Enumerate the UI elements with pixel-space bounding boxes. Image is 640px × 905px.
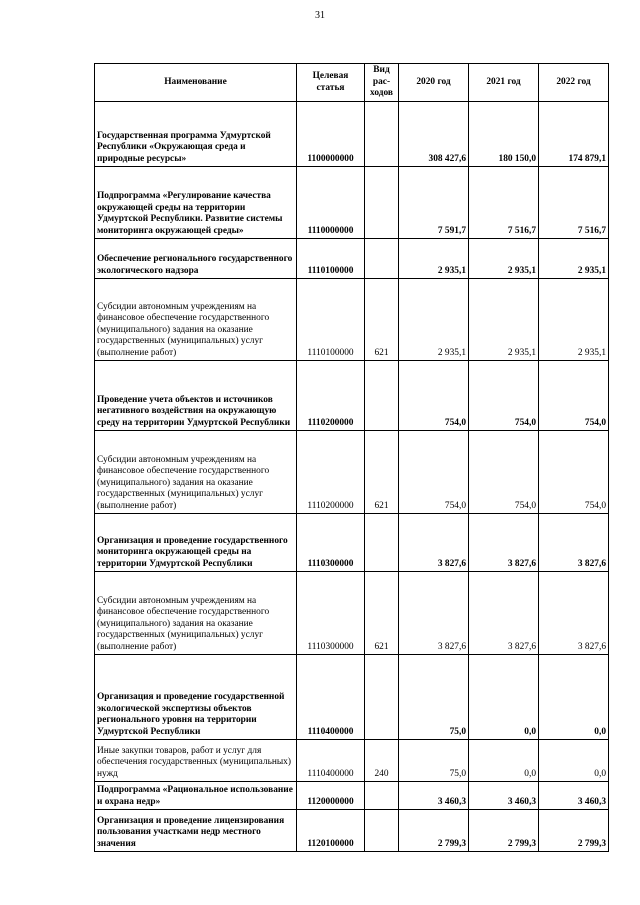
- row-2020: 308 427,6: [399, 102, 469, 167]
- row-name: Организация и проведение государственного мониторинга окружающей среды на территории Удмуртской Республики: [95, 514, 297, 572]
- row-target-code: 1120000000: [297, 782, 365, 810]
- row-2020: 75,0: [399, 655, 469, 740]
- row-target-code: 1110400000: [297, 655, 365, 740]
- table-row: [95, 167, 609, 239]
- row-target-code: 1110400000: [297, 740, 365, 782]
- row-expense-type: [365, 239, 399, 279]
- row-2022: 2 935,1: [539, 239, 609, 279]
- table-header-row: [95, 64, 609, 102]
- row-2021: 3 827,6: [469, 514, 539, 572]
- row-target-code: 1110300000: [297, 572, 365, 655]
- row-2022: 2 935,1: [539, 279, 609, 361]
- row-2020: 3 460,3: [399, 782, 469, 810]
- page-number: 31: [315, 10, 325, 21]
- row-2020: 75,0: [399, 740, 469, 782]
- row-2022: 3 827,6: [539, 572, 609, 655]
- row-2020: 2 935,1: [399, 279, 469, 361]
- row-name: Субсидии автономным учреждениям на финансовое обеспечение государственного (муниципального) задания на оказание государственных (муниципальных) услуг (выполнение работ): [95, 279, 297, 361]
- row-expense-type: [365, 167, 399, 239]
- row-2020: 7 591,7: [399, 167, 469, 239]
- row-target-code: 1110100000: [297, 279, 365, 361]
- table-row: [95, 361, 609, 431]
- row-expense-type: 240: [365, 740, 399, 782]
- row-2022: 7 516,7: [539, 167, 609, 239]
- row-2020: 3 827,6: [399, 572, 469, 655]
- row-2022: 3 827,6: [539, 514, 609, 572]
- row-2021: 754,0: [469, 431, 539, 514]
- header-2022: 2022 год: [539, 64, 609, 102]
- row-2020: 2 799,3: [399, 810, 469, 852]
- row-2021: 2 935,1: [469, 239, 539, 279]
- row-expense-type: [365, 655, 399, 740]
- table-row: [95, 572, 609, 655]
- row-name: Субсидии автономным учреждениям на финансовое обеспечение государственного (муниципального) задания на оказание государственных (муниципальных) услуг (выполнение работ): [95, 572, 297, 655]
- row-2020: 2 935,1: [399, 239, 469, 279]
- row-expense-type: [365, 782, 399, 810]
- header-expense-type: Вид рас-ходов: [365, 64, 399, 102]
- row-target-code: 1110300000: [297, 514, 365, 572]
- row-target-code: 1100000000: [297, 102, 365, 167]
- row-expense-type: [365, 810, 399, 852]
- row-target-code: 1110100000: [297, 239, 365, 279]
- row-2020: 754,0: [399, 361, 469, 431]
- budget-table: [94, 63, 609, 852]
- row-2021: 2 935,1: [469, 279, 539, 361]
- row-2021: 7 516,7: [469, 167, 539, 239]
- row-2021: 0,0: [469, 655, 539, 740]
- row-2021: 0,0: [469, 740, 539, 782]
- table-row: [95, 782, 609, 810]
- row-name: Государственная программа Удмуртской Республики «Окружающая среда и природные ресурсы»: [95, 102, 297, 167]
- row-target-code: 1110200000: [297, 431, 365, 514]
- row-expense-type: [365, 361, 399, 431]
- header-2020: 2020 год: [399, 64, 469, 102]
- row-2022: 3 460,3: [539, 782, 609, 810]
- row-name: Подпрограмма «Рациональное использование и охрана недр»: [95, 782, 297, 810]
- row-2021: 2 799,3: [469, 810, 539, 852]
- row-2022: 2 799,3: [539, 810, 609, 852]
- row-name: Иные закупки товаров, работ и услуг для обеспечения государственных (муниципальных) нужд: [95, 740, 297, 782]
- row-name: Обеспечение регионального государственного экологического надзора: [95, 239, 297, 279]
- row-name: Подпрограмма «Регулирование качества окружающей среды на территории Удмуртской Республики. Развитие системы мониторинга окружающей среды»: [95, 167, 297, 239]
- row-expense-type: 621: [365, 572, 399, 655]
- row-2021: 180 150,0: [469, 102, 539, 167]
- row-2020: 3 827,6: [399, 514, 469, 572]
- row-2022: 174 879,1: [539, 102, 609, 167]
- row-target-code: 1110200000: [297, 361, 365, 431]
- header-2021: 2021 год: [469, 64, 539, 102]
- row-name: Организация и проведение лицензирования пользования участками недр местного значения: [95, 810, 297, 852]
- header-target-article: Целевая статья: [297, 64, 365, 102]
- row-name: Субсидии автономным учреждениям на финансовое обеспечение государственного (муниципального) задания на оказание государственных (муниципальных) услуг (выполнение работ): [95, 431, 297, 514]
- table-row: [95, 810, 609, 852]
- row-2022: 0,0: [539, 740, 609, 782]
- row-target-code: 1120100000: [297, 810, 365, 852]
- row-target-code: 1110000000: [297, 167, 365, 239]
- row-2021: 754,0: [469, 361, 539, 431]
- table-row: [95, 102, 609, 167]
- table-row: [95, 655, 609, 740]
- row-2020: 754,0: [399, 431, 469, 514]
- row-2022: 754,0: [539, 431, 609, 514]
- header-name: Наименование: [95, 64, 297, 102]
- row-name: Проведение учета объектов и источников негативного воздействия на окружающую среду на территории Удмуртской Республики: [95, 361, 297, 431]
- table-row: [95, 740, 609, 782]
- row-expense-type: 621: [365, 279, 399, 361]
- row-2022: 0,0: [539, 655, 609, 740]
- table-row: [95, 239, 609, 279]
- table-row: [95, 431, 609, 514]
- row-2021: 3 460,3: [469, 782, 539, 810]
- table-row: [95, 514, 609, 572]
- row-expense-type: [365, 102, 399, 167]
- row-2022: 754,0: [539, 361, 609, 431]
- row-expense-type: 621: [365, 431, 399, 514]
- row-name: Организация и проведение государственной экологической экспертизы объектов регионального уровня на территории Удмуртской Республики: [95, 655, 297, 740]
- row-2021: 3 827,6: [469, 572, 539, 655]
- table-row: [95, 279, 609, 361]
- row-expense-type: [365, 514, 399, 572]
